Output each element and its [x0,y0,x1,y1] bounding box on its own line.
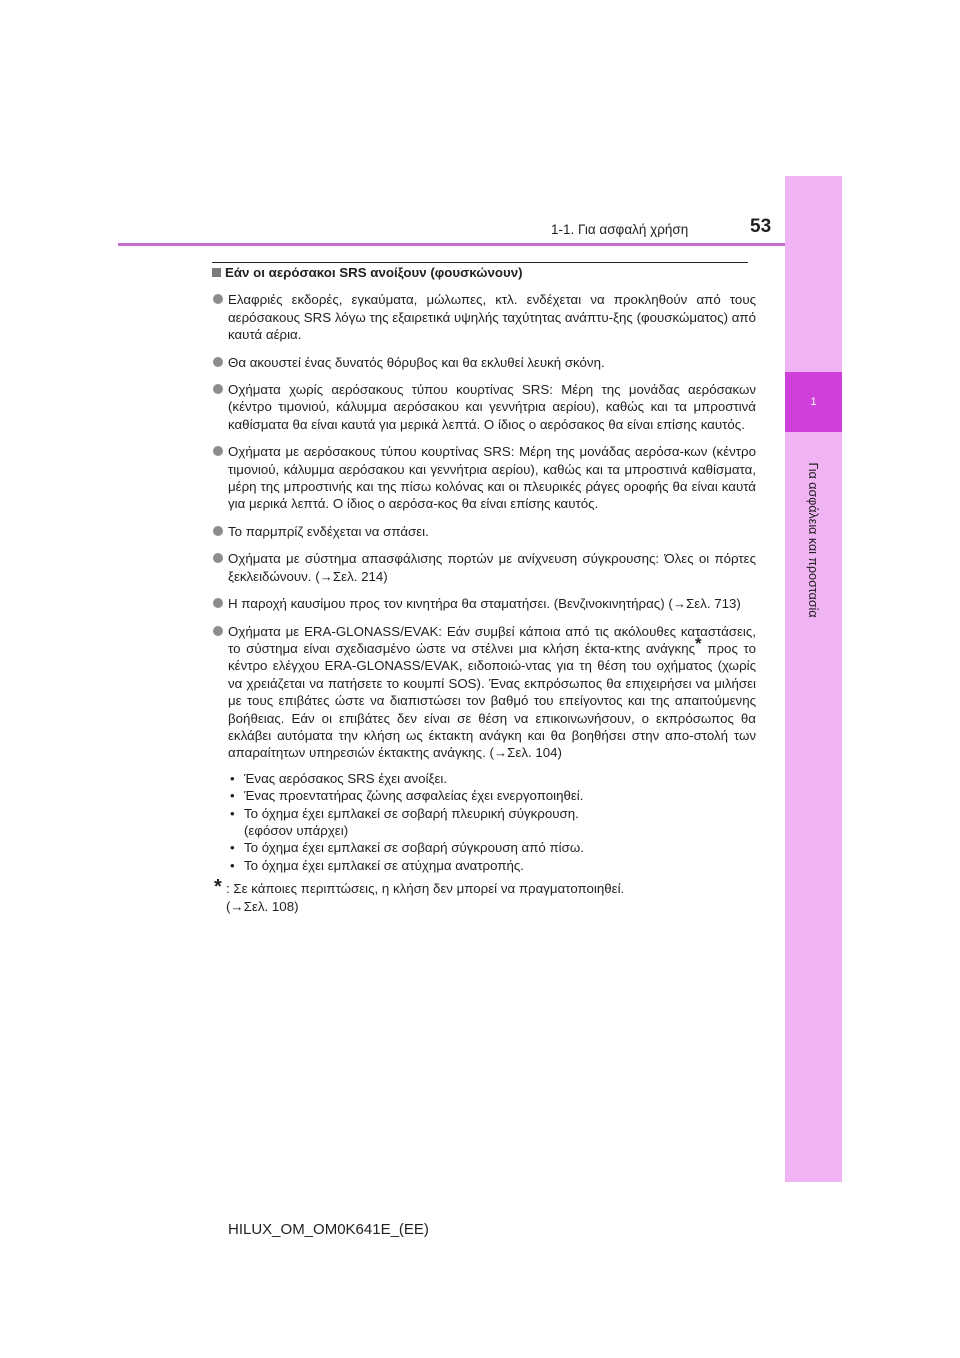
chapter-number-tab: 1 [785,372,842,432]
footnote: * : Σε κάποιες περιπτώσεις, η κλήση δεν μπορεί να πραγματοποιηθεί. (→Σελ. 108) [214,876,625,914]
sub-list-item: • Ένας προεντατήρας ζώνης ασφαλείας έχει ενεργοποιηθεί. [230,787,756,804]
square-bullet-icon [212,268,221,277]
round-bullet-icon [213,294,223,304]
round-bullet-icon [213,526,223,536]
footnote-page-ref: (→Σελ. 108) [226,898,299,914]
footnote-asterisk: * [214,876,222,899]
section-heading: Εάν οι αερόσακοι SRS ανοίξουν (φουσκώνουν) [212,264,756,281]
era-glonass-item: Οχήματα με ERA-GLONASS/EVAK: Εάν συμβεί κάποια από τις ακόλουθες καταστάσεις, το σύστημα είναι σχεδιασμένο ώστε να στέλνει μια κλήση έκτα-κτης ανάγκης* προς το κέντρο ελέγχου ERA-GLONASS/EVAK, ειδοποιώ-ντας για τη θέση του οχήματος (χωρίς να χρειάζεται να πατήσετε το κουμπί SOS). Ένας εκπρόσωπος θα επιχειρήσει να μιλήσει με τους επιβάτες ώστε να διαπιστώσει τον βαθμό του επείγοντος και της απαιτούμενης βοήθειας. Εάν οι επιβάτες δεν είναι σε θέση να επικοινωνήσουν, ο εκπρόσωπος θα εκλάβει αυτόματα την κλήση ως έκτακτη ανάγκη και θα βοηθήσει στην απο-στολή των απαραίτητων υπηρεσιών έκτακτης ανάγκης. (→Σελ. 104) [212,623,756,762]
emergency-conditions-list [230,770,756,874]
page-number: 53 [750,216,772,237]
round-bullet-icon [213,446,223,456]
section-top-rule [212,262,748,263]
sub-list-item: • Το όχημα έχει εμπλακεί σε ατύχημα ανατροπής. [230,857,756,874]
round-bullet-icon [213,384,223,394]
round-bullet-icon [213,357,223,367]
list-item: Θα ακουστεί ένας δυνατός θόρυβος και θα εκλυθεί λευκή σκόνη. [212,354,756,371]
chapter-title-vertical: Για ασφάλεια και προστασία [806,462,820,618]
list-item: Η παροχή καυσίμου προς τον κινητήρα θα σταματήσει. (Βενζινοκινητήρας) (→Σελ. 713) [212,595,756,612]
list-item: Οχήματα με σύστημα απασφάλισης πορτών με ανίχνευση σύγκρουσης: Όλες οι πόρτες ξεκλειδώνουν. (→Σελ. 214) [212,550,756,585]
header-rule [118,243,785,246]
section-title: 1-1. Για ασφαλή χρήση [551,222,689,237]
round-bullet-icon [213,626,223,636]
chapter-side-tab [785,176,842,1182]
list-item: Το παρμπρίζ ενδέχεται να σπάσει. [212,523,756,540]
sub-list-item: • Το όχημα έχει εμπλακεί σε σοβαρή σύγκρουση από πίσω. [230,839,756,856]
round-bullet-icon [213,553,223,563]
sub-list-item: • Το όχημα έχει εμπλακεί σε σοβαρή πλευρική σύγκρουση. (εφόσον υπάρχει) [230,805,756,840]
list-item: Ελαφριές εκδορές, εγκαύματα, μώλωπες, κτλ. ενδέχεται να προκληθούν από τους αερόσακους SRS λόγω της εξαιρετικά υψηλής ταχύτητας ανάπτυ-ξης (φουσκώματος) από καυτά αέρια. [212,291,756,343]
sub-list-item: • Ένας αερόσακος SRS έχει ανοίξει. [230,770,756,787]
round-bullet-icon [213,598,223,608]
list-item: Οχήματα χωρίς αερόσακους τύπου κουρτίνας SRS: Μέρη της μονάδας αερόσακων (κέντρο τιμονιού, κάλυμμα αερόσακου και γεννήτρια αερίου), καθώς και τα μπροστινά καθίσματα θα είναι καυτά για μερικά λεπτά. Ο ίδιος ο αερόσακος θα είναι επίσης καυτός. [212,381,756,433]
document-code: HILUX_OM_OM0K641E_(EE) [228,1221,429,1238]
footnote-marker: * [695,633,702,653]
page-content [212,264,756,915]
list-item: Οχήματα με αερόσακους τύπου κουρτίνας SRS: Μέρη της μονάδας αερόσα-κων (κέντρο τιμονιού, κάλυμμα αερόσακου και γεννήτρια αερίου), καθώς και τα μπροστινά καθίσματα, μέρη της μπροστινής και της πίσω κολόνας και οι πλευρικές ράγες οροφής θα είναι καυτά για μερικά λεπτά. Ο ίδιος ο αερόσα-κος θα είναι επίσης καυτός. [212,443,756,513]
